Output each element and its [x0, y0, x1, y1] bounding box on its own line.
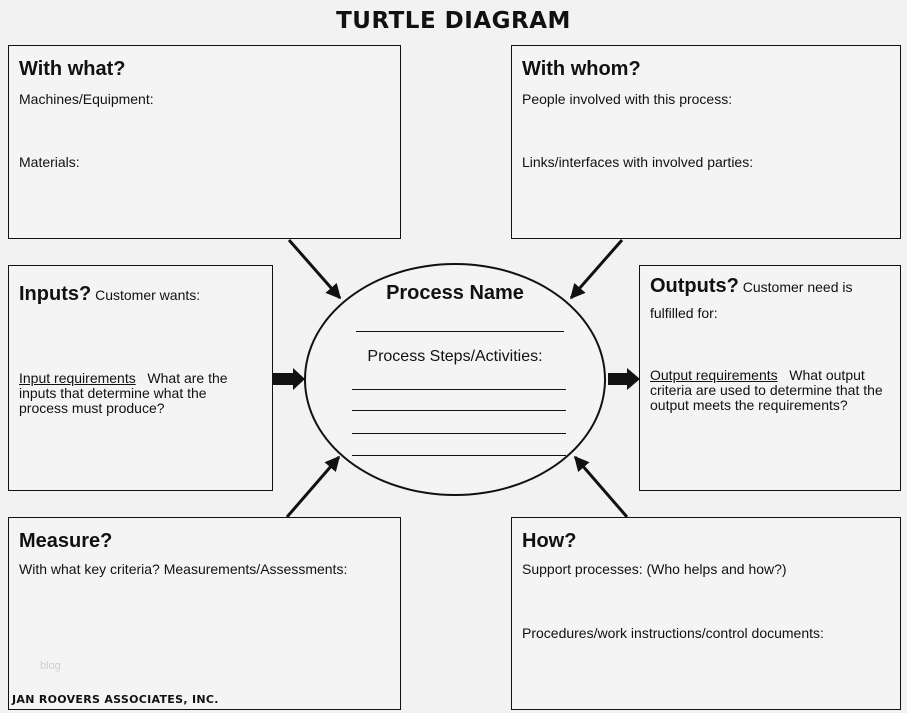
measure-heading: Measure? — [19, 530, 113, 552]
diagram-title: TURTLE DIAGRAM — [336, 8, 571, 34]
with-what-heading: With what? — [19, 58, 126, 80]
process-steps-label: Process Steps/Activities: — [367, 348, 543, 365]
support-processes-label: Support processes: (Who helps and how?) — [522, 561, 787, 577]
measure-arrow — [287, 457, 339, 517]
input-requirements-question-3: process must produce? — [19, 400, 165, 416]
inputs-arrow — [273, 368, 305, 390]
materials-label: Materials: — [19, 154, 80, 170]
inputs-heading: Inputs? — [19, 283, 92, 305]
customer-wants-label: Customer wants: — [95, 287, 201, 303]
input-requirements-question-2: inputs that determine what the — [19, 385, 207, 401]
how-arrow — [575, 457, 627, 517]
output-requirements-label: Output requirements — [650, 367, 778, 383]
input-requirements-label: Input requirements — [19, 370, 136, 386]
links-interfaces-label: Links/interfaces with involved parties: — [522, 154, 754, 170]
process-name-label: Process Name — [386, 282, 524, 304]
company-footer: JAN ROOVERS ASSOCIATES, INC. — [12, 693, 219, 706]
machines-equipment-label: Machines/Equipment: — [19, 91, 154, 107]
customer-need-label-2: fulfilled for: — [650, 305, 718, 321]
procedures-label: Procedures/work instructions/control documents: — [522, 625, 824, 641]
customer-need-label-1: Customer need is — [742, 279, 853, 295]
watermark: blog — [40, 660, 61, 672]
outputs-arrow — [608, 368, 640, 390]
with-whom-heading: With whom? — [522, 58, 641, 80]
output-requirements-question-2: criteria are used to determine that the — [650, 382, 883, 398]
people-involved-label: People involved with this process: — [522, 91, 733, 107]
how-heading: How? — [522, 530, 577, 552]
with-what-arrow — [289, 240, 340, 298]
input-requirements-question-1: What are the — [147, 370, 228, 386]
output-requirements-question-3: output meets the requirements? — [650, 397, 848, 413]
outputs-heading: Outputs? — [650, 275, 739, 297]
with-whom-arrow — [571, 240, 622, 298]
output-requirements-question-1: What output — [789, 367, 865, 383]
key-criteria-label: With what key criteria? Measurements/Assessments: — [19, 561, 348, 577]
